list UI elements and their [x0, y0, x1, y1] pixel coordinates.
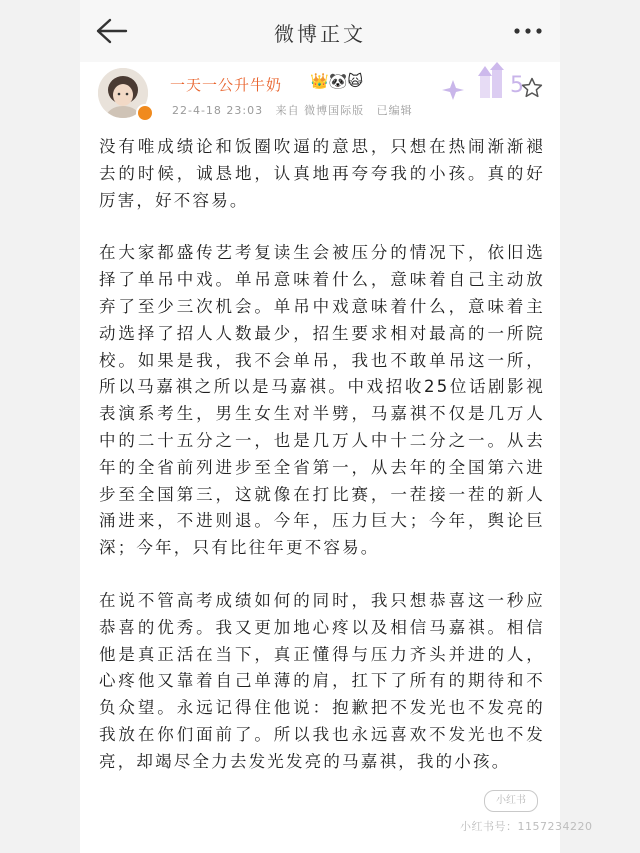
page-title: 微博正文 — [274, 22, 366, 46]
post-date: 22-4-18 23:03 — [172, 104, 264, 117]
top-nav-bar — [80, 0, 560, 62]
author-badges: 👑🐼🙀 — [310, 72, 363, 90]
post-paragraph: 没有唯成绩论和饭圈吹逼的意思，只想在热闹渐渐褪去的时候，诚恳地，认真地再夸夸我的小孩。真的好厉害，好不容易。 — [99, 137, 545, 210]
post-paragraph: 在大家都盛传艺考复读生会被压分的情况下，依旧选择了单吊中戏。单吊意味着什么，意味着自己主动放弃了至少三次机会。单吊中戏意味着什么，意味着主动选择了招人人数最少，招生要求相对最高的一所院校。如果是我，我不会单吊，我也不敢单吊这一所，所以马嘉祺之所以是马嘉祺。中戏招收25位话剧影视表演系考生，男生女生对半劈，马嘉祺不仅是几万人中的二十五分之一，也是几万人中十二分之一。从去年的全省前列进步至全省第一，从去年的全国第六进步至全国第三，这就像在打比赛，一茬接一茬的新人涌进来，不进则退。今年，压力巨大；今年，舆论巨深；今年，只有比往年更不容易。 — [99, 243, 545, 558]
left-margin — [0, 0, 80, 853]
post-edited-label: 已编辑 — [376, 104, 413, 117]
xiaohongshu-watermark-logo: 小红书 — [484, 790, 538, 812]
star-favorite-icon[interactable] — [520, 76, 544, 100]
post-paragraph: 在说不管高考成绩如何的同时，我只想恭喜这一秒应恭喜的优秀。我又更加地心疼以及相信马嘉祺。相信他是真正活在当下，真正懂得与压力齐头并进的人，心疼他又靠着自己单薄的肩，扛下了所有的期待和不负众望。永远记得住他说：抱歉把不发光也不发亮的我放在你们面前了。所以我也永远喜欢不发光也不发亮，却竭尽全力去发光发亮的马嘉祺，我的小孩。 — [99, 590, 545, 771]
weibo-post-screen — [80, 0, 560, 853]
xiaohongshu-watermark-id: 小红书号：1157234220 — [460, 820, 593, 833]
post-source: 来自 微博国际版 — [275, 104, 365, 117]
svg-text:5: 5 — [510, 73, 524, 98]
verified-badge-icon — [136, 104, 154, 122]
post-meta — [172, 102, 421, 118]
author-name[interactable]: 一天一公升牛奶 — [170, 76, 283, 94]
more-dots-icon[interactable] — [510, 16, 546, 46]
post-body — [99, 134, 545, 802]
author-header — [80, 62, 560, 124]
right-margin — [560, 0, 640, 853]
